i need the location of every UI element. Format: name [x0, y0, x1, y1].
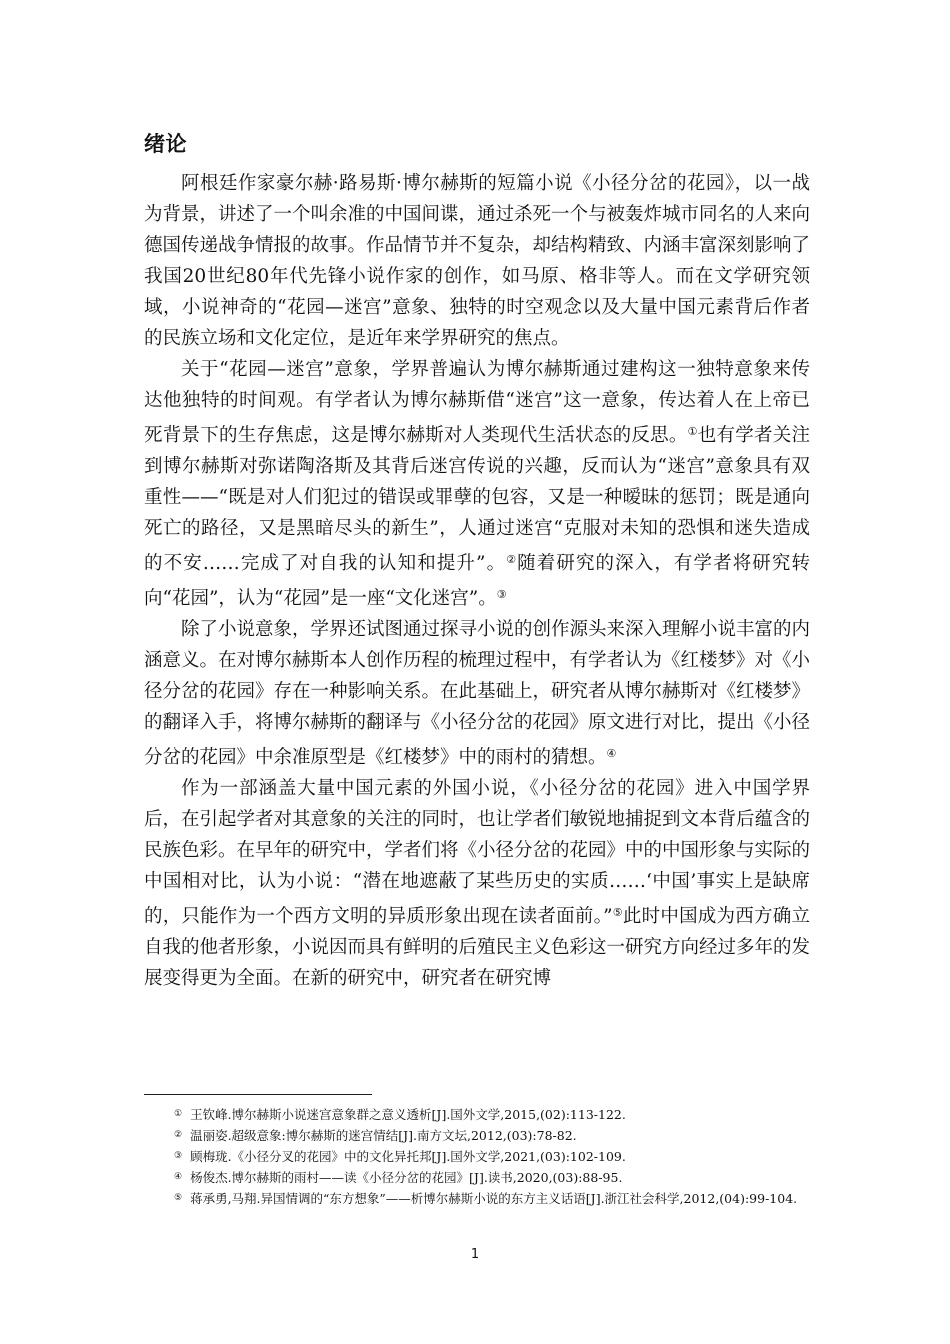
paragraph-text: 也有学者关注到博尔赫斯对弥诺陶洛斯及其背后迷宫传说的兴趣，反而认为“迷宫”意象具有双重性——“既是对人们犯过的错误或罪孽的包容，又是一种暧昧的惩罚；既是通向死亡的路径，又是黑暗尽头的新生”，人通过迷宫“克服对未知的恐惧和迷失造成的不安……完成了对自我的认知和提升”。: [144, 425, 810, 574]
footnote-number: ①: [174, 1109, 183, 1119]
footnote-item: [144, 1104, 810, 1125]
footnote-text: 温丽姿.超级意象:博尔赫斯的迷宫情结[J].南方文坛,2012,(03):78-82.: [190, 1128, 577, 1143]
footnote-number: ⑤: [174, 1193, 183, 1203]
page-number: 1: [470, 1247, 480, 1262]
footnote-reference: ③: [496, 588, 507, 601]
footnote-item: [144, 1125, 810, 1146]
footnote-number: ②: [174, 1130, 183, 1140]
paragraph-text: 此时中国成为西方确立自我的他者形象，小说因而具有鲜明的后殖民主义色彩这一研究方向经过多年的发展变得更为全面。在新的研究中，研究者在研究博: [144, 906, 811, 989]
footnote-reference: ②: [506, 553, 518, 566]
footnote-separator: [144, 1094, 372, 1095]
footnote-reference: ④: [606, 747, 617, 760]
paragraph: [144, 168, 810, 354]
footnote-item: [144, 1167, 810, 1188]
footnote-item: [144, 1146, 810, 1167]
section-heading: 绪论: [144, 132, 187, 156]
footnotes: [144, 1104, 810, 1209]
footnote-text: 王钦峰.博尔赫斯小说迷宫意象群之意义透析[J].国外文学,2015,(02):113-122.: [190, 1107, 626, 1122]
paragraph-text: 关于“花园—迷宫”意象，学界普遍认为博尔赫斯通过建构这一独特意象来传达他独特的时间观。有学者认为博尔赫斯借“迷宫”这一意象，传达着人在上帝已死背景下的生存焦虑，这是博尔赫斯对人类现代生活状态的反思。: [144, 359, 810, 446]
paragraph-text: 阿根廷作家豪尔赫·路易斯·博尔赫斯的短篇小说《小径分岔的花园》，以一战为背景，讲述了一个叫余准的中国间谍，通过杀死一个与被轰炸城市同名的人来向德国传递战争情报的故事。作品情节并不复杂，却结构精致、内涵丰富深刻影响了我国20世纪80年代先锋小说作家的创作，如马原、格非等人。而在文学研究领域，小说神奇的“花园—迷宫”意象、独特的时空观念以及大量中国元素背后作者的民族立场和文化定位，是近年来学界研究的焦点。: [144, 173, 811, 349]
footnote-number: ③: [174, 1151, 183, 1161]
body-text: [144, 168, 810, 994]
footnote-reference: ⑤: [612, 906, 623, 919]
footnote-text: 蒋承勇,马翔.异国情调的“东方想象”——析博尔赫斯小说的东方主义话语[J].浙江社会科学,2012,(04):99-104.: [190, 1191, 798, 1206]
footnote-reference: ①: [687, 425, 698, 438]
paragraph-text: 除了小说意象，学界还试图通过探寻小说的创作源头来深入理解小说丰富的内涵意义。在对博尔赫斯本人创作历程的梳理过程中，有学者认为《红楼梦》对《小径分岔的花园》存在一种影响关系。在此基础上，研究者从博尔赫斯对《红楼梦》的翻译入手，将博尔赫斯的翻译与《小径分岔的花园》原文进行对比，提出《小径分岔的花园》中余准原型是《红楼梦》中的雨村的猜想。: [144, 619, 811, 768]
paragraph: [144, 614, 810, 773]
paragraph-text: 作为一部涵盖大量中国元素的外国小说，《小径分岔的花园》进入中国学界后，在引起学者对其意象的关注的同时，也让学者们敏锐地捕捉到文本背后蕴含的民族色彩。在早年的研究中，学者们将《小径分岔的花园》中的中国形象与实际的中国相对比，认为小说：“潜在地遮蔽了某些历史的实质……‘中国’事实上是缺席的，只能作为一个西方文明的异质形象出现在读者面前。”: [144, 778, 811, 927]
paragraph: [144, 773, 810, 994]
footnote-text: 顾梅珑.《小径分叉的花园》中的文化异托邦[J].国外文学,2021,(03):102-109.: [190, 1149, 626, 1164]
footnote-number: ④: [174, 1172, 183, 1182]
paragraph-text: 随着研究的深入，有学者将研究转向“花园”，认为“花园”是一座“文化迷宫”。: [144, 553, 810, 609]
footnote-item: [144, 1188, 810, 1209]
paragraph: [144, 354, 810, 614]
footnote-text: 杨俊杰.博尔赫斯的雨村——读《小径分岔的花园》[J].读书,2020,(03):88-95.: [190, 1170, 623, 1185]
